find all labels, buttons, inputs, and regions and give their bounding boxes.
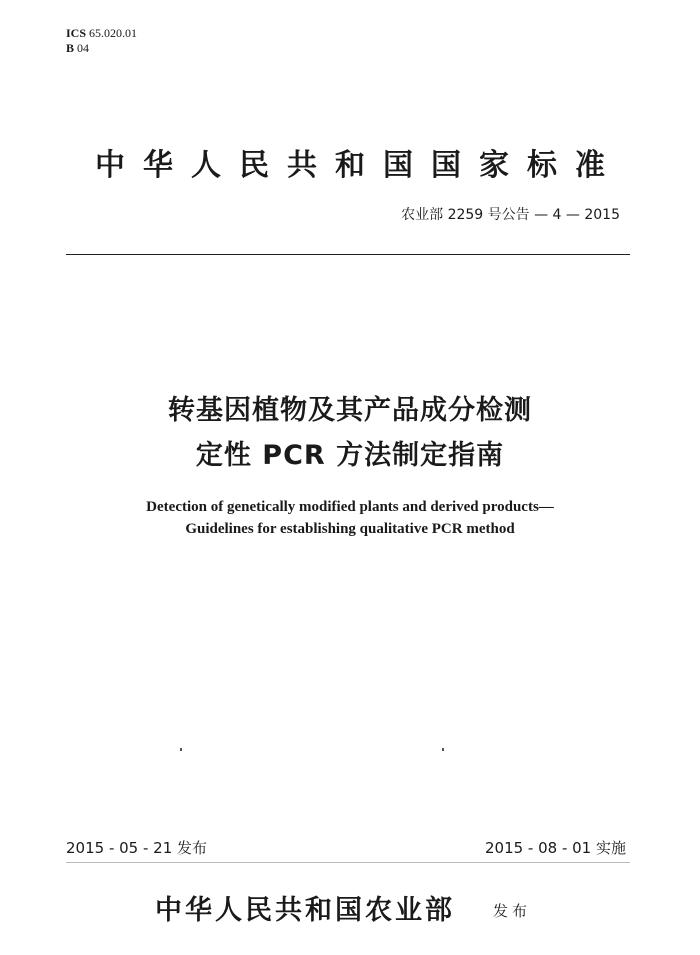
chinese-title-line-2: 定性 PCR 方法制定指南 <box>195 440 505 471</box>
english-title-line-2: Guidelines for establishing qualitative PCR method <box>185 521 515 537</box>
ics-value: 65.020.01 <box>89 26 138 40</box>
class-label: B <box>66 41 75 55</box>
english-title-line-1: Detection of genetically modified plants and derived products— <box>146 499 554 515</box>
implement-date: 2015 - 08 - 01 实施 <box>484 839 626 857</box>
header-divider <box>66 254 630 255</box>
issue-action: 发布 <box>493 902 532 920</box>
classification-codes <box>66 26 137 56</box>
class-value: 04 <box>77 41 90 55</box>
chinese-title-line-1: 转基因植物及其产品成分检测 <box>168 395 532 426</box>
ics-label: ICS <box>66 26 87 40</box>
publish-date: 2015 - 05 - 21 发布 <box>66 839 208 857</box>
issuing-authority: 中华人民共和国农业部 <box>155 895 455 926</box>
scan-speck <box>180 748 182 751</box>
ics-code-line <box>66 26 137 41</box>
announcement-number: 农业部 2259 号公告 — 4 — 2015 <box>401 207 620 223</box>
class-code-line <box>66 41 137 56</box>
footer-divider <box>66 862 630 863</box>
scan-speck <box>442 748 444 751</box>
standard-type-heading: 中华人民共和国国家标准 <box>95 148 623 183</box>
